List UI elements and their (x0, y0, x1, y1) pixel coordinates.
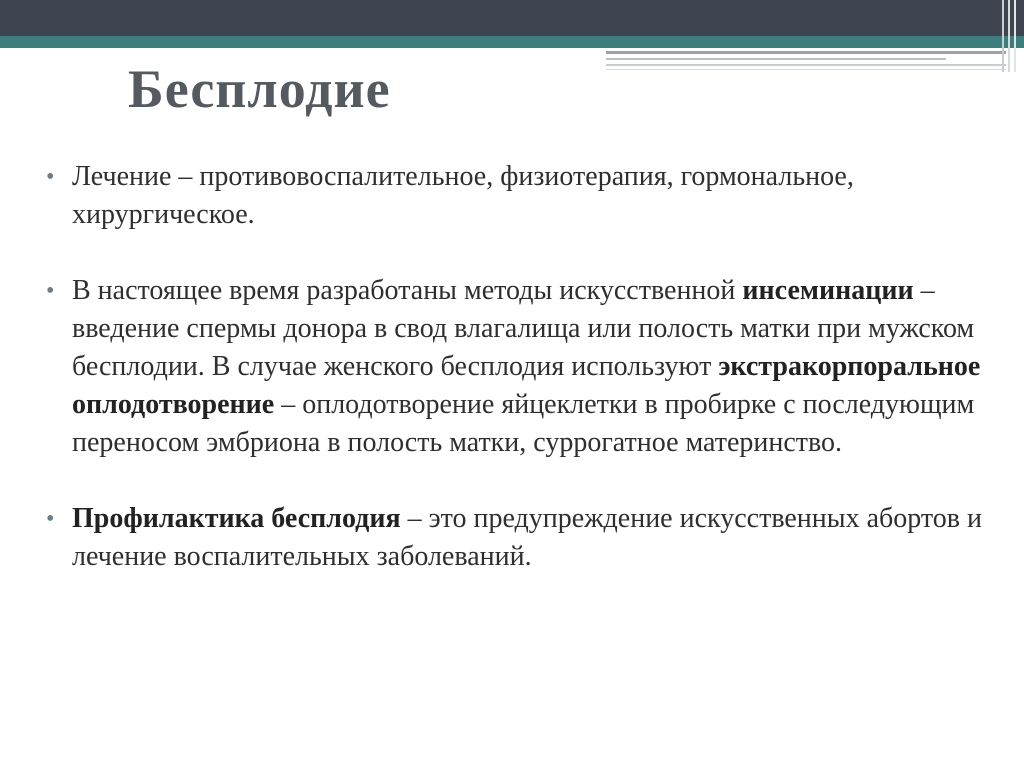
bullet-text-part: – оплодотворение яйцеклетки в пробирке с последующим переносом эмбриона в полость матки, суррогатное материнство. (72, 389, 975, 458)
bullet-icon: • (46, 164, 55, 190)
accent-stripe (0, 36, 1024, 48)
bold-term-prevention: Профилактика бесплодия (72, 503, 401, 534)
header-band (0, 0, 1024, 36)
bullet-item-methods (44, 272, 1004, 462)
decorative-rule (606, 64, 1006, 66)
bullet-item-prevention (44, 500, 1004, 576)
bullet-icon: • (46, 506, 55, 532)
bullet-item-treatment (44, 158, 1004, 234)
bullet-list (44, 158, 1004, 614)
decorative-rule (606, 69, 1006, 70)
bullet-text: Лечение – противовоспалительное, физиотерапия, гормональное, хирургическое. (72, 161, 854, 230)
bold-term-ivf: экстракорпоральное оплодотворение (72, 351, 981, 420)
bullet-text-part: В настоящее время разработаны методы искусственной (72, 275, 743, 306)
bullet-text-part: – введение спермы донора в свод влагалища или полость матки при мужском бесплодии. В случае женского бесплодия используют (72, 275, 975, 382)
decorative-rule (606, 58, 946, 60)
decorative-rule (606, 51, 1006, 54)
decorative-edge-lines (1002, 0, 1018, 72)
bullet-text-part: – это предупреждение искусственных абортов и лечение воспалительных заболеваний. (72, 503, 982, 572)
bold-term-insemination: инсеминации (742, 275, 914, 306)
slide-title: Бесплодие (128, 59, 391, 119)
bullet-icon: • (46, 278, 55, 304)
